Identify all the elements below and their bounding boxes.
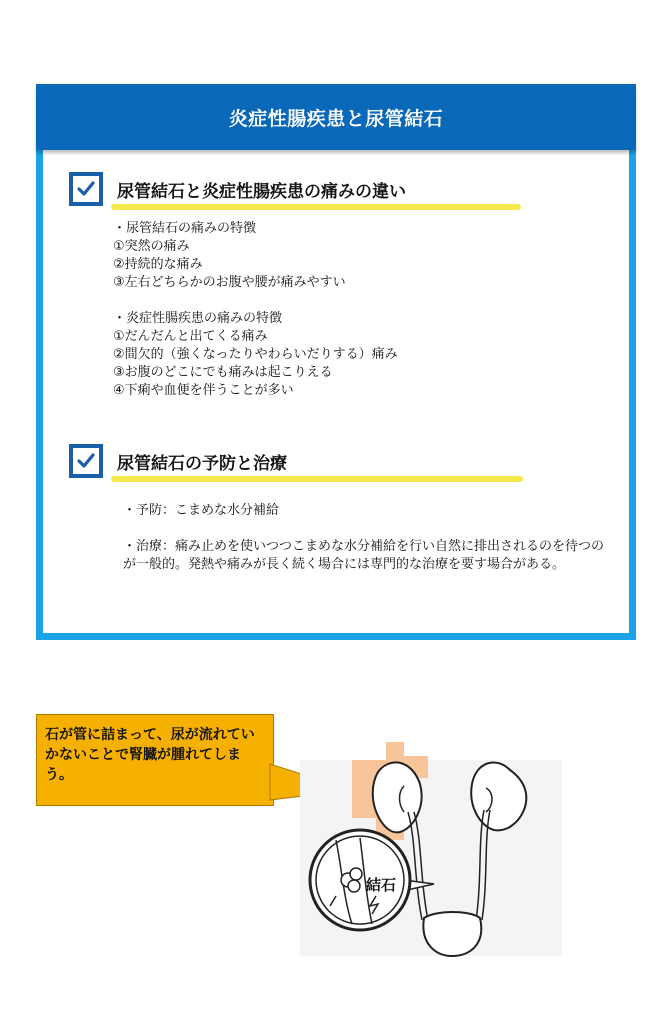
list-item: ④下痢や血便を伴うことが多い (113, 383, 294, 398)
list-item: ③左右どちらかのお腹や腰が痛みやすい (113, 275, 346, 290)
section-title: 尿管結石の予防と治療 (117, 454, 287, 474)
list-item: ・炎症性腸疾患の痛みの特徴 (113, 311, 283, 326)
prevention-text: ・予防：こまめな水分補給 (123, 503, 280, 518)
list-item: ①だんだんと出てくる痛み (113, 329, 268, 344)
stone-label: 結石 (366, 876, 397, 894)
list-item: ①突然の痛み (113, 239, 190, 254)
list-item: ②持続的な痛み (113, 257, 203, 272)
list-item: ・尿管結石の痛みの特徴 (113, 221, 257, 236)
callout-box: 石が管に詰まって、尿が流れていかないことで腎臓が腫れてしまう。 (36, 714, 274, 806)
card-title: 炎症性腸疾患と尿管結石 (228, 107, 444, 130)
list-item: ②間欠的（強くなったりやわらいだりする）痛み (113, 347, 398, 362)
section-title: 尿管結石と炎症性腸疾患の痛みの違い (117, 182, 406, 202)
list-item: ③お腹のどこにでも痛みは起こりえる (113, 365, 333, 380)
treatment-text: ・治療：痛み止めを使いつつこまめな水分補給を行い自然に排出されるのを待つのが一般的。発熱や痛みが長く続く場合には専門的な治療を要す場合がある。 (123, 539, 605, 572)
